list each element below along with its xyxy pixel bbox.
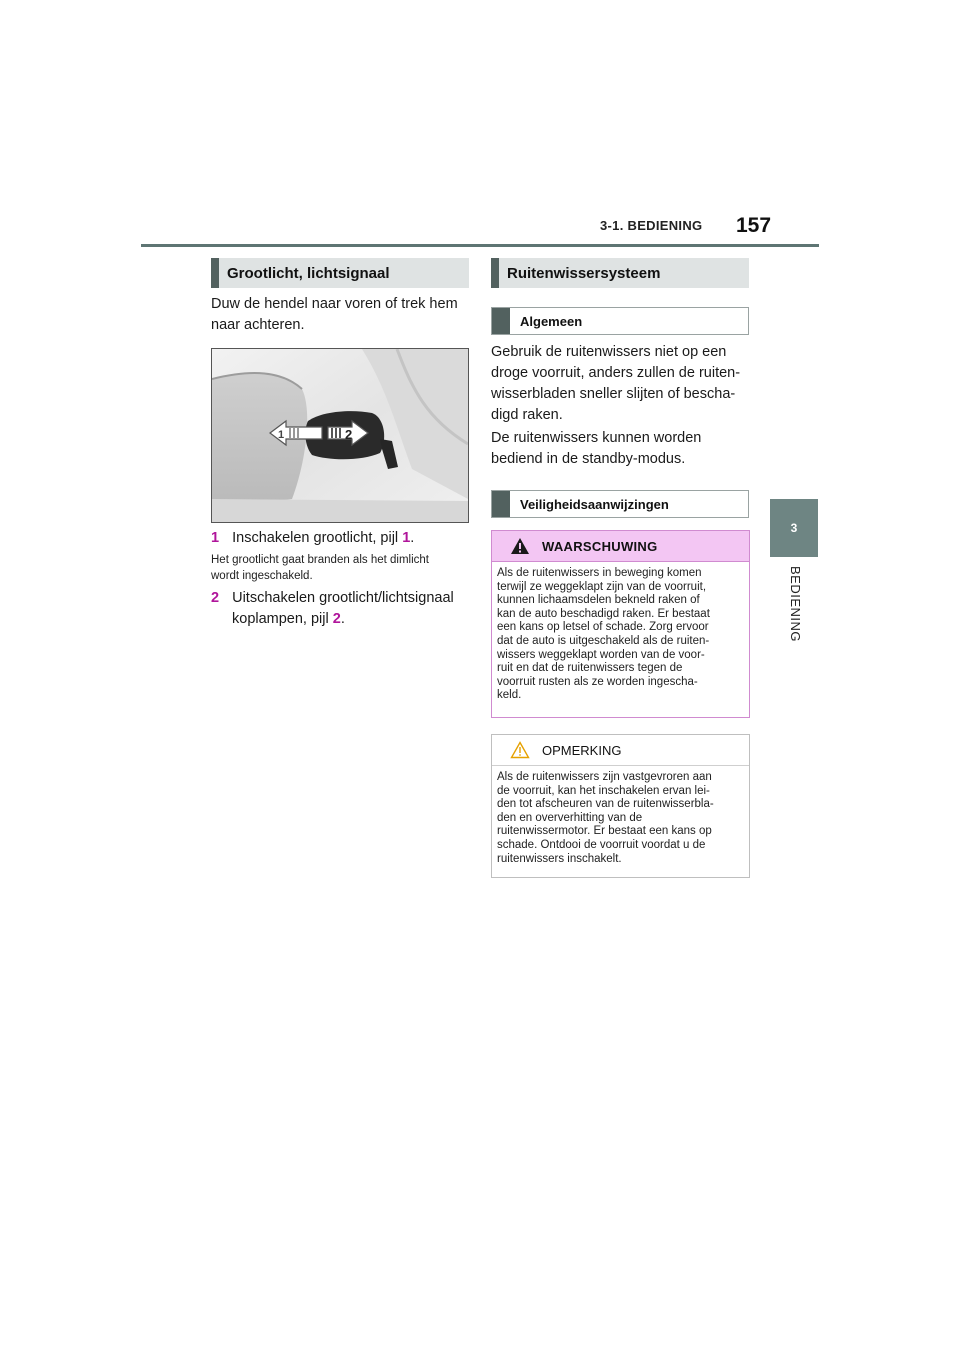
item-end: . [340,611,345,627]
item-ref: 2 [332,611,341,627]
warning-line: kunnen lichaamsdelen bekneld raken of [497,594,700,607]
subheading-algemeen [491,307,749,335]
notice-line: ruitenwissermotor. Er bestaat een kans op [497,825,712,838]
warning-line: wissers weggeklapt worden van de voor- [497,648,705,661]
item-number: 1 [211,530,220,546]
caution-triangle-icon [510,741,530,759]
subheading-veiligheid [491,490,749,518]
section-title: 3-1. BEDIENING [600,218,703,233]
warning-line: voorruit rusten als ze worden ingescha- [497,675,698,688]
para-line: droge voorruit, anders zullen de ruiten- [491,365,741,381]
warning-line: Als de ruitenwissers in beweging komen [497,567,702,579]
para-line: wisserbladen sneller slijten of bescha- [491,386,736,402]
intro-line: Duw de hendel naar voren of trek hem [211,296,458,312]
heading-ruitenwisser-text: Ruitenwissersysteem [507,264,661,282]
chapter-tab[interactable]: 3 [770,499,818,557]
notice-line: ruitenwissers inschakelt. [497,852,622,865]
page-number: 157 [736,214,772,237]
arrow-1-label: 1 [278,429,285,441]
notice-title: OPMERKING [542,742,622,758]
item-number: 2 [211,590,220,606]
warning-line: een kans op letsel of schade. Zorg ervoor [497,621,709,634]
heading-bar [491,258,499,288]
list-item-1 [211,528,473,549]
intro-line: naar achteren. [211,317,305,333]
notice-line: Als de ruitenwissers zijn vastgevroren aan [497,771,712,783]
item-1-note [211,552,473,584]
subheading-veiligheid-text: Veiligheidsaanwijzingen [520,496,669,512]
item-text: Uitschakelen grootlicht/lichtsignaal [232,590,454,606]
list-item-2 [211,588,473,630]
warning-line: terwijl ze weggeklapt zijn van de voorruit, [497,580,707,593]
item-text: Inschakelen grootlicht, pijl [232,530,403,546]
para-line: digd raken. [491,407,563,423]
notice-box [491,734,750,878]
warning-header [492,531,749,562]
para-line: bediend in de standby-modus. [491,451,686,467]
subheading-algemeen-text: Algemeen [520,313,583,329]
warning-triangle-icon [510,537,530,555]
notice-line: den en oververhitting van de [497,811,643,824]
para-line: Gebruik de ruitenwissers niet op een [491,344,727,360]
warning-line: dat de auto is uitgeschakeld als de ruiten- [497,634,710,647]
heading-grootlicht [211,258,469,288]
paragraph-algemeen-1 [491,342,753,426]
header-rule [141,244,819,247]
warning-title: WAARSCHUWING [542,538,658,554]
heading-grootlicht-text: Grootlicht, lichtsignaal [227,264,390,282]
para-line: De ruitenwissers kunnen worden [491,430,702,446]
notice-header [492,735,749,766]
item-text: koplampen, pijl [232,611,333,627]
subheading-block [492,308,510,334]
warning-line: kan de auto beschadigd raken. Er bestaat [497,607,710,620]
notice-line: schade. Ontdooi de voorruit voordat u de [497,838,706,851]
warning-line: ruit en dat de ruitenwissers tegen de [497,662,683,675]
heading-ruitenwisser [491,258,749,288]
notice-line: de voorruit, kan het inschakelen ervan lei- [497,784,710,797]
paragraph-algemeen-2 [491,428,753,470]
note-line: Het grootlicht gaat branden als het dimlicht [211,554,429,566]
note-line: wordt ingeschakeld. [211,570,313,582]
heading-bar [211,258,219,288]
arrow-2-label: 2 [345,427,353,442]
warning-body [492,562,749,709]
notice-line: den tot afscheuren van de ruitenwisserbla- [497,798,714,811]
notice-body [492,766,749,872]
warning-line: keld. [497,689,522,702]
item-ref: 1 [402,530,411,546]
item-end: . [410,530,415,546]
intro-paragraph [211,294,471,336]
lever-illustration [211,348,469,523]
lever-illustration-svg [212,349,468,522]
subheading-block [492,491,510,517]
chapter-label: BEDIENING [788,566,803,643]
warning-box [491,530,750,718]
